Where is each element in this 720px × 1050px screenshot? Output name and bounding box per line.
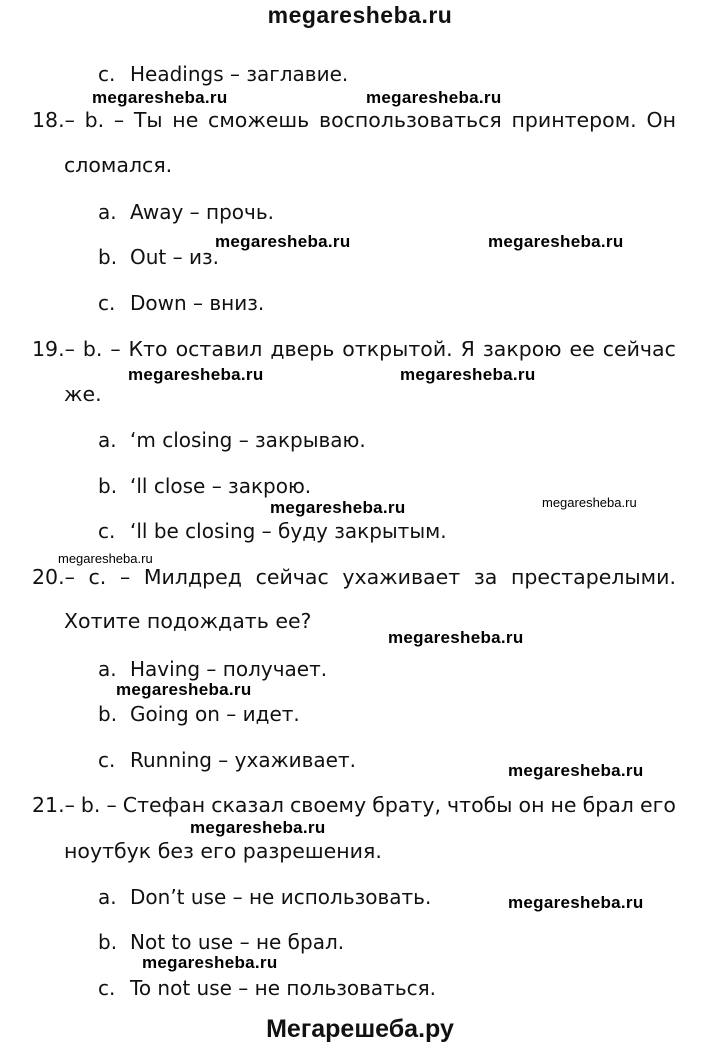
option-text: Running – ухаживает. <box>130 748 356 772</box>
option-text: To not use – не пользоваться. <box>130 976 436 1000</box>
option-text: Headings – заглавие. <box>130 62 349 86</box>
q21-option-c <box>98 974 436 1002</box>
q18-word: сможешь <box>208 108 310 132</box>
q18-question-cont: сломался. <box>64 153 173 177</box>
q19-word: – <box>110 337 121 361</box>
q19-question-line <box>32 335 676 363</box>
q20-question-cont: Хотите подождать ее? <box>64 609 312 633</box>
q18-word: 18.– <box>32 108 75 132</box>
q21-word: его <box>639 793 676 817</box>
option-text: Away – прочь. <box>130 200 275 224</box>
q21-word: брату, <box>372 793 441 817</box>
q20-word: престарелыми. <box>510 565 676 589</box>
option-text: ‘ll be closing – буду закрытым. <box>130 519 447 543</box>
option-letter: a. <box>98 200 117 224</box>
site-header: megaresheba.ru <box>267 2 453 28</box>
option-letter: a. <box>98 885 117 909</box>
watermark: megaresheba.ru <box>92 88 228 107</box>
q18-word: принтером. <box>511 108 637 132</box>
q19-option-b <box>98 472 311 500</box>
q18-word: Ты <box>133 108 163 132</box>
q20-word: Милдред <box>143 565 242 589</box>
option-letter: c. <box>98 748 116 772</box>
q19-word: дверь <box>270 337 335 361</box>
q19-option-c <box>98 517 447 545</box>
option-text: Out – из. <box>130 245 219 269</box>
option-text: Down – вниз. <box>130 291 265 315</box>
q21-word: – <box>106 793 117 817</box>
option-letter: a. <box>98 657 117 681</box>
watermark: megaresheba.ru <box>142 953 278 972</box>
q21-word: он <box>518 793 545 817</box>
q19-question-cont: же. <box>64 382 102 406</box>
watermark: megaresheba.ru <box>508 893 644 912</box>
q20-question-line <box>32 563 676 591</box>
watermark: megaresheba.ru <box>128 365 264 384</box>
watermark: megaresheba.ru <box>58 551 153 566</box>
q21-question-line <box>32 791 676 819</box>
q19-word: ее <box>569 337 595 361</box>
q21-word: не <box>550 793 577 817</box>
q19-word: Я <box>460 337 475 361</box>
q19-option-a <box>98 426 366 454</box>
watermark: megaresheba.ru <box>400 365 536 384</box>
q18-question-line <box>32 106 676 134</box>
option-letter: c. <box>98 976 116 1000</box>
q20-word: – <box>119 565 131 589</box>
q20-word: c. <box>88 565 107 589</box>
q21-option-a <box>98 883 431 911</box>
watermark: megaresheba.ru <box>116 680 252 699</box>
q19-word: закрою <box>482 337 562 361</box>
q20-word: ухаживает <box>342 565 461 589</box>
q21-word: брал <box>582 793 634 817</box>
q20-word: за <box>473 565 498 589</box>
q21-word: своему <box>290 793 367 817</box>
q20-word: 20.– <box>32 565 75 589</box>
q18-word: – <box>113 108 125 132</box>
option-letter: a. <box>98 428 117 452</box>
option-text: Having – получает. <box>130 657 328 681</box>
option-letter: c. <box>98 519 116 543</box>
option-text: ‘m closing – закрываю. <box>130 428 366 452</box>
q21-question-cont: ноутбук без его разрешения. <box>64 839 382 863</box>
option-text: Don’t use – не использовать. <box>130 885 432 909</box>
q19-word: сейчас <box>602 337 676 361</box>
q21-word: Стефан <box>122 793 206 817</box>
site-footer: Мегарешеба.ру <box>266 1015 454 1043</box>
q18-word: b. <box>84 108 105 132</box>
q20-option-c <box>98 746 356 774</box>
q19-word: b. <box>82 337 103 361</box>
watermark: megaresheba.ru <box>488 232 624 251</box>
q18-word: не <box>172 108 199 132</box>
q19-word: открытой. <box>342 337 453 361</box>
q19-word: 19.– <box>32 337 75 361</box>
q18-option-a <box>98 198 274 226</box>
q18-option-b <box>98 243 219 271</box>
q21-word: 21.– <box>32 793 75 817</box>
watermark: megaresheba.ru <box>190 818 326 837</box>
option-letter: b. <box>98 474 118 498</box>
q21-word: сказал <box>211 793 284 817</box>
option-letter: b. <box>98 245 118 269</box>
q20-option-a <box>98 655 327 683</box>
q18-word: Он <box>646 108 676 132</box>
q19-word: Кто <box>128 337 168 361</box>
q21-word: b. <box>80 793 101 817</box>
option-text: ‘ll close – закрою. <box>130 474 312 498</box>
q18-word: воспользоваться <box>318 108 502 132</box>
q21-option-b <box>98 928 344 956</box>
watermark: megaresheba.ru <box>366 88 502 107</box>
q18-option-c <box>98 289 264 317</box>
q20-word: сейчас <box>255 565 329 589</box>
option-letter: b. <box>98 702 118 726</box>
option-letter: c. <box>98 62 116 86</box>
watermark: megaresheba.ru <box>542 495 637 510</box>
q19-word: оставил <box>175 337 263 361</box>
watermark: megaresheba.ru <box>508 761 644 780</box>
q17-option-c <box>98 60 348 88</box>
watermark: megaresheba.ru <box>270 498 406 517</box>
q20-option-b <box>98 700 300 728</box>
q21-word: чтобы <box>447 793 513 817</box>
option-text: Not to use – не брал. <box>130 930 345 954</box>
option-letter: c. <box>98 291 116 315</box>
watermark: megaresheba.ru <box>388 628 524 647</box>
option-letter: b. <box>98 930 118 954</box>
watermark: megaresheba.ru <box>215 232 351 251</box>
option-text: Going on – идет. <box>130 702 300 726</box>
